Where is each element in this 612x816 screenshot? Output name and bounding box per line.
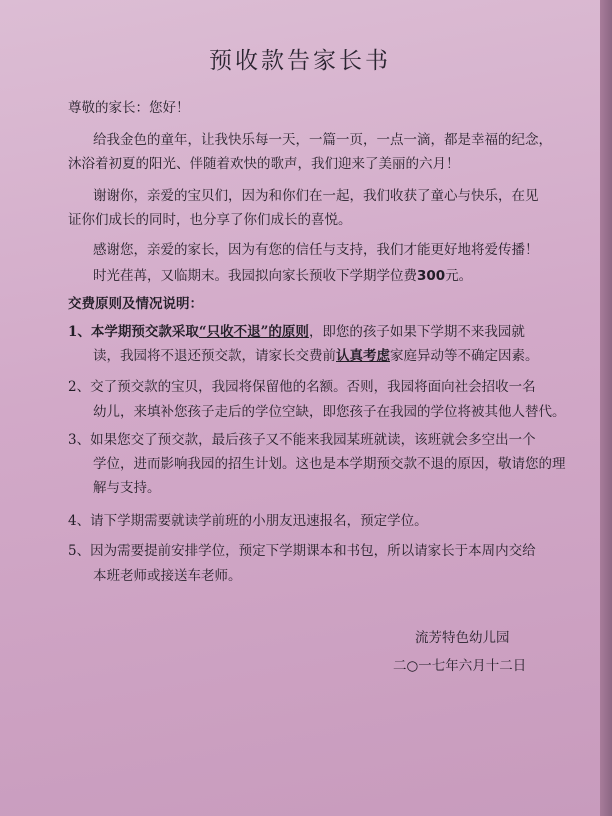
- paragraph-1-line-1: 给我金色的童年，让我快乐每一天，一篇一页，一点一滴，都是幸福的纪念，: [93, 132, 552, 148]
- fee-unit: 元。: [445, 268, 473, 284]
- item-1-line-2: [93, 344, 539, 364]
- salutation: 尊敬的家长：您好！: [68, 100, 190, 116]
- item-1-rest: ，即您的孩子如果下学期不来我园就: [308, 324, 525, 340]
- section-heading: 交费原则及情况说明：: [68, 296, 203, 312]
- paragraph-4: [93, 264, 472, 284]
- item-2-line-2: 幼儿，来填补您孩子走后的学位空缺，即您孩子在我园的学位将被其他人替代。: [93, 404, 566, 420]
- item-3-line-1: 3、如果您交了预交款，最后孩子又不能来我园某班就读，该班就会多空出一个: [68, 432, 536, 448]
- item-4: 4、请下学期需要就读学前班的小朋友迅速报名，预定学位。: [68, 513, 428, 529]
- item-5-line-1: 5、因为需要提前安排学位，预定下学期课本和书包，所以请家长于本周内交给: [68, 543, 536, 559]
- item-1-principle: “只收不退”的原则: [198, 324, 309, 340]
- paper-edge: [600, 0, 612, 816]
- item-1-line-1: [68, 320, 525, 340]
- item-3-line-3: 解与支持。: [93, 480, 161, 496]
- date: 二○一七年六月十二日: [393, 658, 527, 674]
- item-3-line-2: 学位，进而影响我园的招生计划。这也是本学期预交款不退的原因，敬请您的理: [93, 456, 566, 472]
- paragraph-1-line-2: 沐浴着初夏的阳光、伴随着欢快的歌声，我们迎来了美丽的六月！: [68, 156, 460, 172]
- paragraph-2-line-1: 谢谢你，亲爱的宝贝们，因为和你们在一起，我们收获了童心与快乐，在见: [93, 188, 539, 204]
- item-1-line-2-a: 读，我园将不退还预交款，请家长交费前: [93, 348, 336, 364]
- item-1-lead: 1、本学期预交款采取: [68, 324, 199, 340]
- paragraph-3: 感谢您，亲爱的家长，因为有您的信任与支持，我们才能更好地将爱传播！: [93, 242, 539, 258]
- paragraph-2-line-2: 证你们成长的同时，也分享了你们成长的喜悦。: [68, 212, 352, 228]
- signature: 流芳特色幼儿园: [415, 630, 510, 646]
- item-5-line-2: 本班老师或接送车老师。: [93, 568, 242, 584]
- item-2-line-1: 2、交了预交款的宝贝，我园将保留他的名额。否则，我园将面向社会招收一名: [68, 379, 536, 395]
- fee-amount: 300: [417, 268, 446, 284]
- item-1-line-2-c: 家庭异动等不确定因素。: [390, 348, 539, 364]
- item-1-emphasis: 认真考虑: [336, 348, 390, 364]
- fee-text: 时光荏苒，又临期末。我园拟向家长预收下学期学位费: [93, 268, 417, 284]
- letter-title: 预收款告家长书: [209, 48, 391, 74]
